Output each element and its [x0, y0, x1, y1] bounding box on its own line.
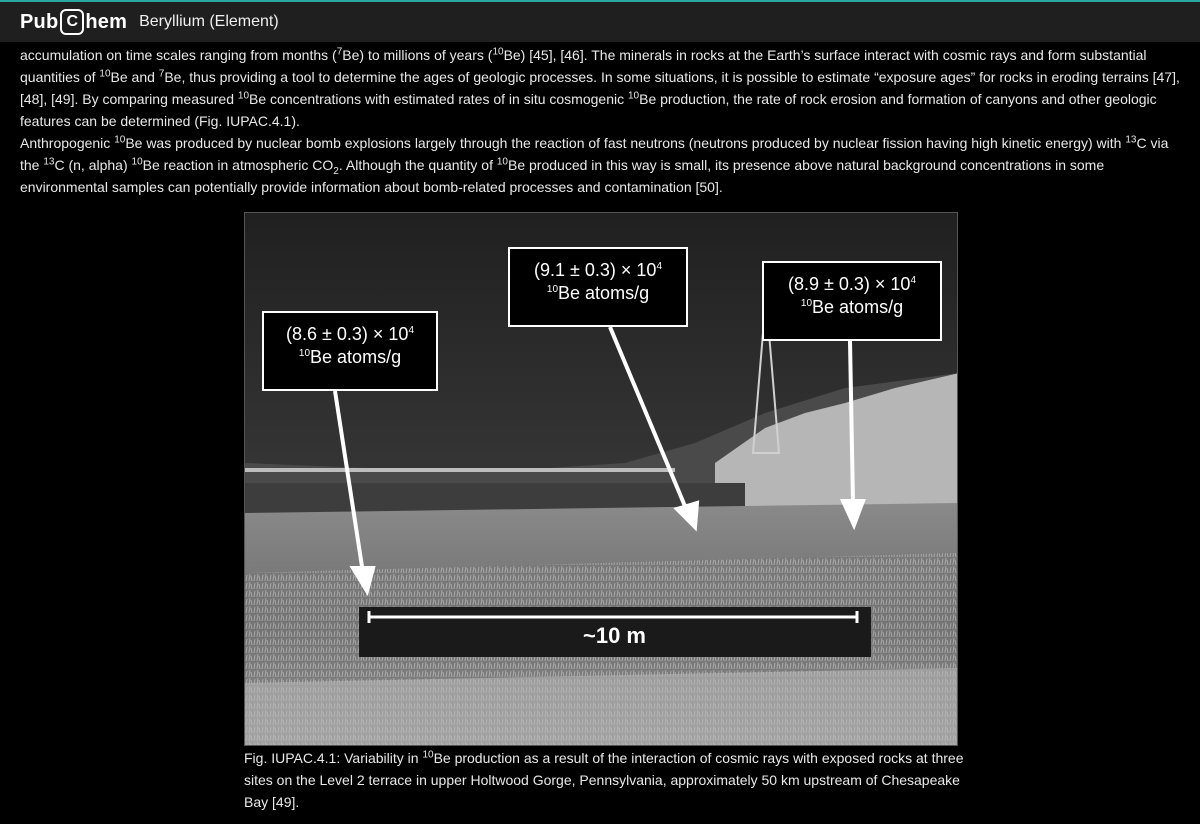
paragraph-anthropogenic: Anthropogenic $^{10}$Be was produced by nuclear bomb explosions largely through the reaction of fast neutrons (neutrons produced by nuclear fission having high kinetic energy) with $^{13}$C via the $^{13}$C (n, alpha) $^{10}$Be reaction in atmospheric $CO_2$. Although the quantity of $^{10}$Be produced in this way is small, its presence above natural background concentrations in some environmental samples can potentially provide information about bomb-related processes and contamination [50]. — [20, 134, 1169, 195]
paragraph-cosmogenic: accumulation on time scales ranging from months ($^7$Be) to millions of years ($^{10}$Be) [45], [46]. The minerals in rocks at the Earth’s surface interact with cosmic rays and form substantial quantities of $^{10}$Be and $^7$Be, thus providing a tool to determine the ages of geologic processes. In some situations, it is possible to estimate “exposure ages” for rocks in eroding terrains [47], [48], [49]. By comparing measured $^{10}$Be concentrations with estimated rates of in situ cosmogenic $^{10}$Be production, the rate of rock erosion and formation of canyons and other geologic features can be determined (Fig. IUPAC.4.1). — [20, 46, 1180, 129]
figure-caption: Fig. IUPAC.4.1: Variability in $^{10}$Be production as a result of the interaction of cosmic rays with exposed rocks at three sites on the Level 2 terrace in upper Holtwood Gorge, Pennsylvania, approximately 50 km upstream of Chesapeake Bay [49]. — [244, 749, 964, 810]
measurement-label-site-2: $(9.1 \pm 0.3) \times 10^4$ $^{10}$Be atoms/g — [508, 247, 688, 327]
pubchem-logo[interactable] — [20, 9, 127, 35]
top-navigation-bar — [0, 0, 1200, 42]
article-content — [20, 44, 1182, 198]
logo-text-pub: Pub — [20, 10, 59, 33]
scale-bar-label: ~10 m — [583, 623, 646, 648]
logo-c-badge: C — [60, 9, 84, 35]
page-title: Beryllium (Element) — [139, 13, 279, 30]
figure-iupac-4-1 — [244, 212, 958, 746]
measurement-label-site-1: $(8.6 \pm 0.3) \times 10^4$ $^{10}$Be atoms/g — [262, 311, 438, 391]
logo-text-hem: hem — [85, 10, 128, 33]
measurement-label-site-3: $(8.9 \pm 0.3) \times 10^4$ $^{10}$Be atoms/g — [762, 261, 942, 341]
